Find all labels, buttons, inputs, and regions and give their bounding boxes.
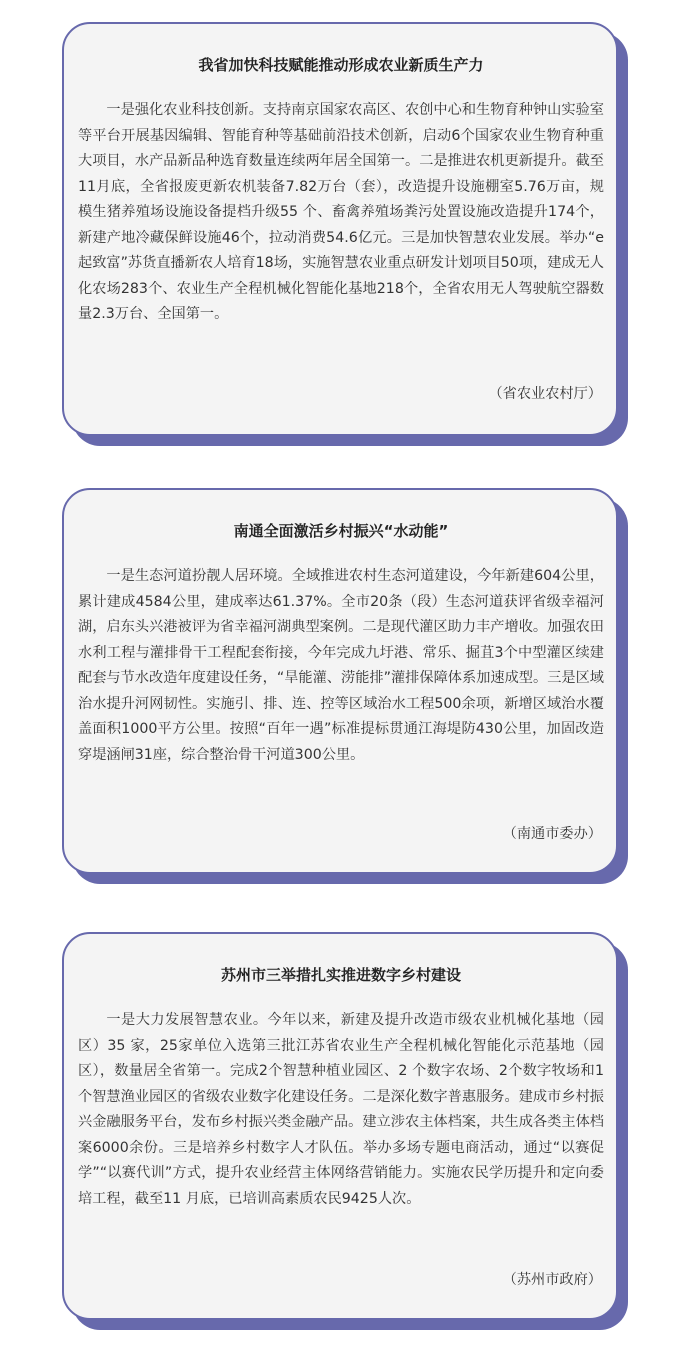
card-source: （南通市委办）: [502, 826, 602, 842]
card-panel: [62, 22, 618, 436]
card-body: 一是强化农业科技创新。支持南京国家农高区、农创中心和生物育种钟山实验室等平台开展基因编辑、智能育种等基础前沿技术创新，启动6个国家农业生物育种重大项目，水产品新品种选育数量连续两年居全国第一。二是推进农机更新提升。截至11月底，全省报废更新农机装备7.82万台（套），改造提升设施棚室5.76万亩，规模生猪养殖场设施设备提档升级55 个、畜禽养殖场粪污处置设施改造提升174个，新建产地冷藏保鲜设施46个，拉动消费54.6亿元。三是加快智慧农业发展。举办“e 起致富”苏货直播新农人培育18场，实施智慧农业重点研发计划项目50项，建成无人化农场283个、农业生产全程机械化智能化基地218个，全省农用无人驾驶航空器数量2.3万台、全国第一。: [78, 102, 604, 322]
card-source: （省农业农村厅）: [488, 386, 602, 402]
news-card-1: [62, 22, 618, 436]
card-panel: [62, 932, 618, 1320]
news-card-2: [62, 488, 618, 874]
card-body: 一是生态河道扮靓人居环境。全域推进农村生态河道建设，今年新建604公里，累计建成4584公里，建成率达61.37%。全市20条（段）生态河道获评省级幸福河湖，启东头兴港被评为省幸福河湖典型案例。二是现代灌区助力丰产增收。加强农田水利工程与灌排骨干工程配套衔接，今年完成九圩港、常乐、掘苴3个中型灌区续建配套与节水改造年度建设任务，“旱能灌、涝能排”灌排保障体系加速成型。三是区域治水提升河网韧性。实施引、排、连、控等区域治水工程500余项，新增区域治水覆盖面积1000平方公里。按照“百年一遇”标准提标贯通江海堤防430公里，加固改造穿堤涵闸31座，综合整治骨干河道300公里。: [78, 568, 604, 763]
card-source: （苏州市政府）: [502, 1272, 602, 1288]
card-title: 我省加快科技赋能推动形成农业新质生产力: [198, 56, 484, 74]
card-panel: [62, 488, 618, 874]
card-title: 苏州市三举措扎实推进数字乡村建设: [220, 966, 461, 984]
card-body: 一是大力发展智慧农业。今年以来，新建及提升改造市级农业机械化基地（园区）35 家，25家单位入选第三批江苏省农业生产全程机械化智能化示范基地（园区），数量居全省第一。完成2个智慧种植业园区、2 个数字农场、2个数字牧场和1个智慧渔业园区的省级农业数字化建设任务。二是深化数字普惠服务。建成市乡村振兴金融服务平台，发布乡村振兴类金融产品。建立涉农主体档案，共生成各类主体档案6000余份。三是培养乡村数字人才队伍。举办多场专题电商活动，通过“以赛促学”“以赛代训”方式，提升农业经营主体网络营销能力。实施农民学历提升和定向委培工程，截至11 月底，已培训高素质农民9425人次。: [78, 1012, 604, 1207]
card-title: 南通全面激活乡村振兴“水动能”: [233, 522, 449, 540]
news-card-3: [62, 932, 618, 1320]
